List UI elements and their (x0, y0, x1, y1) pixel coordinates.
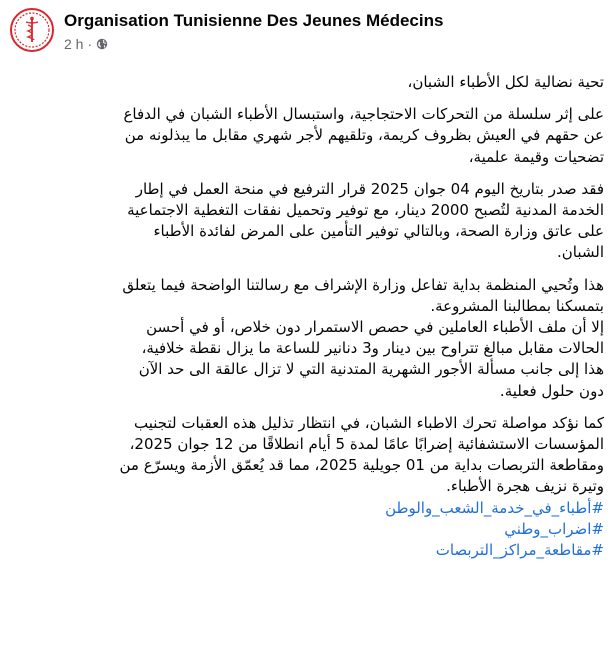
hashtag-link[interactable]: #أطباء_في_خدمة_الشعب_والوطن (385, 498, 604, 517)
text-line: فقد صدر بتاريخ اليوم 04 جوان 2025 قرار الترفيع في منحة العمل في إطار (135, 179, 604, 198)
text-line: بتمسكنا بمطالبنا المشروعة. (430, 296, 604, 315)
text-line: تحية نضالية لكل الأطباء الشبان، (407, 73, 604, 91)
post-paragraph (12, 179, 604, 264)
meta-separator: · (87, 36, 93, 52)
text-line: المؤسسات الاستشفائية إضرابًا عامًا لمدة 5 أيام انطلاقًا من 12 جوان 2025، (129, 435, 604, 454)
page-name-link[interactable]: Organisation Tunisienne Des Jeunes Médecins (64, 11, 444, 30)
text-line: تضحيات وقيمة علمية، (468, 147, 604, 166)
hashtag-list (12, 498, 604, 562)
text-line: إلا أن ملف الأطباء العاملين في حصص الاستمرار دون خلاص، أو في أحسن (146, 318, 604, 337)
hashtag-link[interactable]: #مقاطعة_مراكز_التربصات (435, 541, 604, 560)
text-line: على عاتق وزارة الصحة، وبالتالي توفير التأمين على المرض لفائدة الأطباء (153, 222, 604, 241)
text-line: هذا إلى جانب مسألة الأجور الشهرية المتدنية التي لا تزال عالقة الى حد الآن (138, 360, 604, 379)
text-line: عن حقهم في العيش بظروف كريمة، وتلقيهم لأجر شهري مقابل ما يبذلونه من (124, 126, 604, 145)
avatar[interactable] (10, 8, 54, 52)
text-line: الخدمة المدنية لتُصبح 2000 دينار، مع توفير وتحميل نفقات التغطية الاجتماعية (127, 201, 604, 220)
text-line: الحالات مقابل مبالغ تتراوح بين دينار و3 دنانير للساعة ما يزال نقطة خلافية، (141, 339, 604, 358)
text-line: كما نؤكد مواصلة تحرك الاطباء الشبان، في انتظار تذليل هذه العقبات لتجنيب (134, 413, 604, 432)
post-body (12, 72, 604, 561)
post-paragraph (12, 72, 604, 93)
text-line: على إثر سلسلة من التحركات الاحتجاجية، واستبسال الأطباء الشبان في الدفاع (123, 105, 604, 124)
text-line: الشبان. (557, 243, 604, 262)
post-header (10, 8, 443, 52)
post-paragraph (12, 413, 604, 498)
post-meta (64, 36, 443, 52)
text-line: وتيرة نزيف هجرة الأطباء. (446, 477, 604, 496)
hashtag-link[interactable]: #اضراب_وطني (504, 519, 604, 538)
text-line: ومقاطعة التربصات بداية من 01 جويلية 2025، مما قد يُعمّق الأزمة ويسرّع من (119, 456, 604, 475)
post-paragraph (12, 104, 604, 168)
post-timestamp[interactable]: 2 h (64, 36, 84, 52)
text-line: دون حلول فعلية. (499, 381, 604, 400)
caduceus-logo-icon (12, 10, 52, 50)
text-line: هذا وتُحيي المنظمة بداية تفاعل وزارة الإشراف مع رسالتنا الواضحة فيما يتعلق (122, 275, 604, 294)
globe-icon[interactable] (96, 38, 108, 50)
post-paragraph (12, 275, 604, 402)
